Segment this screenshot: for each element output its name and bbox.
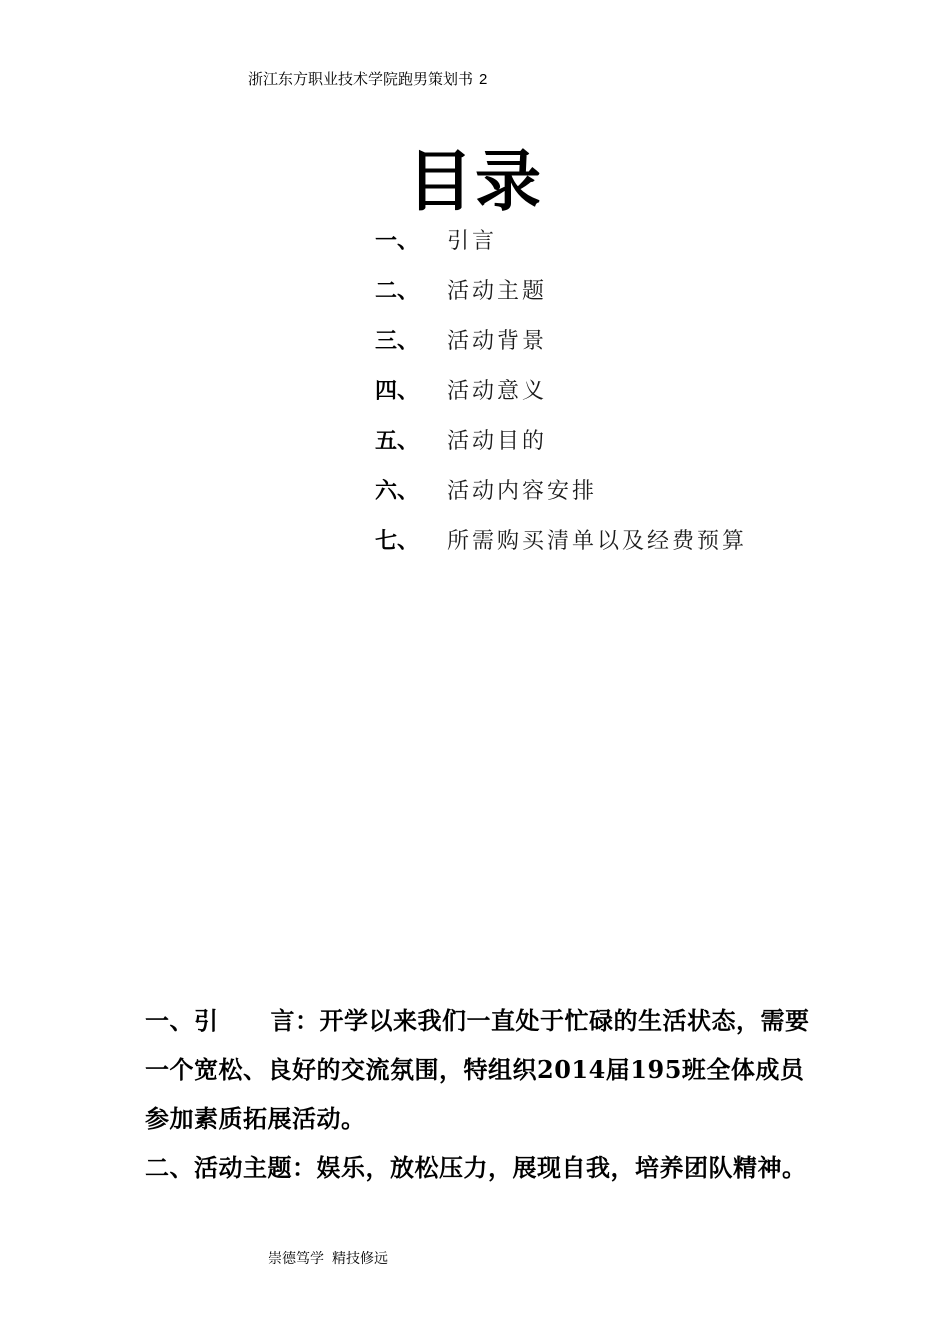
toc-title: 目录 xyxy=(407,142,543,220)
toc-item xyxy=(375,526,747,576)
theme-paragraph: 二、活动主题：娱乐，放松压力，展现自我，培养团队精神。 xyxy=(145,1153,807,1182)
toc-item xyxy=(375,276,747,326)
toc-item-number: 二、 xyxy=(375,278,420,304)
toc-item-label: 活动目的 xyxy=(447,429,548,454)
footer-motto-part-2: 精技修远 xyxy=(332,1251,388,1267)
toc-item-label: 活动内容安排 xyxy=(447,479,598,504)
toc-item-label: 活动背景 xyxy=(447,329,548,354)
toc-item-label: 活动主题 xyxy=(447,279,548,304)
intro-paragraph-line: 参加素质拓展活动。 xyxy=(145,1104,366,1133)
page-footer xyxy=(268,1248,388,1268)
footer-motto-part-1: 崇德笃学 xyxy=(268,1251,324,1267)
page-number: 2 xyxy=(479,71,488,88)
toc-item-number: 七、 xyxy=(375,528,420,554)
toc-item xyxy=(375,426,747,476)
document-body xyxy=(145,996,815,1192)
toc-item-number: 五、 xyxy=(375,428,420,454)
toc-item xyxy=(375,326,747,376)
toc-item-number: 三、 xyxy=(375,328,420,354)
toc-item-number: 六、 xyxy=(375,478,420,504)
toc-item xyxy=(375,226,747,276)
header-title: 浙江东方职业技术学院跑男策划书 xyxy=(248,70,474,88)
toc-item-label: 引言 xyxy=(447,229,498,254)
intro-paragraph-line xyxy=(145,996,815,1045)
table-of-contents xyxy=(375,226,747,576)
toc-item-number: 四、 xyxy=(375,378,420,404)
intro-heading-part-2: 言： xyxy=(270,1006,320,1035)
toc-item-label: 活动意义 xyxy=(447,379,548,404)
page-header xyxy=(248,68,487,89)
toc-item xyxy=(375,376,747,426)
toc-item xyxy=(375,476,747,526)
toc-item-number: 一、 xyxy=(375,228,420,254)
toc-item-label: 所需购买清单以及经费预算 xyxy=(447,529,748,554)
intro-heading-part-1: 一、引 xyxy=(145,1006,219,1035)
intro-text: 开学以来我们一直处于忙碌的生活状态，需要 xyxy=(319,1006,810,1035)
intro-paragraph-line: 一个宽松、良好的交流氛围，特组织2014届195班全体成员 xyxy=(145,1055,805,1084)
